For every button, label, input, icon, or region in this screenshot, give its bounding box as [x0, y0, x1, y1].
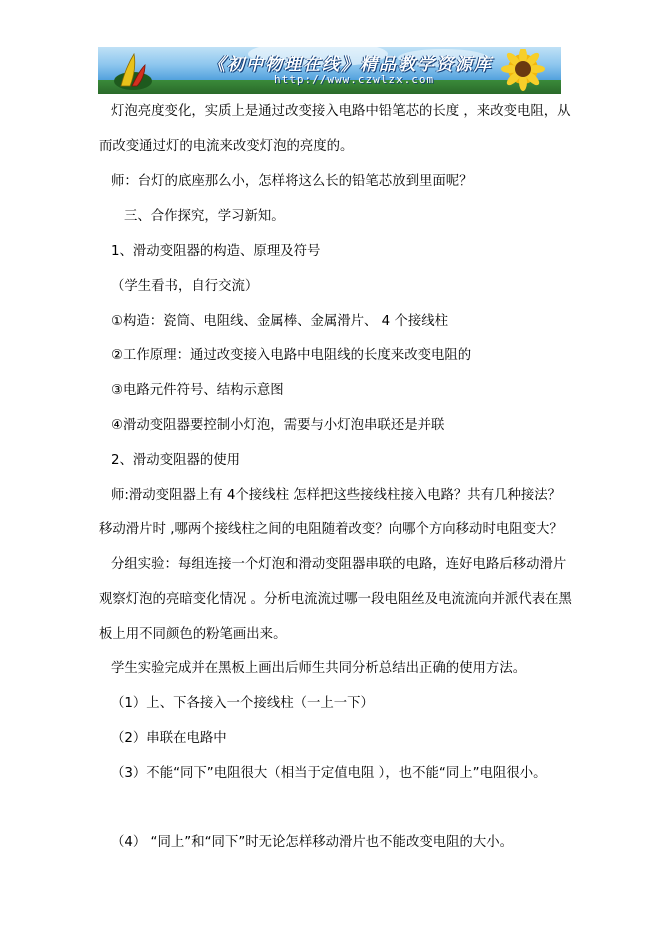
list-item: ②工作原理：通过改变接入电路中电阻线的长度来改变电阻的 [111, 348, 472, 363]
list-item: （4） “同上”和“同下”时无论怎样移动滑片也不能改变电阻的大小。 [111, 835, 514, 850]
paragraph-line: 灯泡亮度变化，实质上是通过改变接入电路中铅笔芯的长度 ，来改变电阻，从 [111, 104, 571, 119]
paragraph-line: （学生看书，自行交流） [111, 279, 259, 294]
paragraph-line: 学生实验完成并在黑板上画出后师生共同分析总结出正确的使用方法。 [111, 661, 527, 676]
paragraph-line: 而改变通过灯的电流来改变灯泡的亮度的。 [99, 139, 354, 154]
subsection-heading: 1、滑动变阻器的构造、原理及符号 [111, 244, 321, 259]
list-item: ③电路元件符号、结构示意图 [111, 383, 284, 398]
paragraph-line: 师：台灯的底座那么小，怎样将这么长的铅笔芯放到里面呢？ [111, 174, 473, 189]
subsection-heading: 2、滑动变阻器的使用 [111, 453, 241, 468]
list-item: ①构造：瓷筒、电阻线、金属棒、金属滑片、 4 个接线柱 [111, 314, 449, 329]
list-item: （1）上、下各接入一个接线柱（一上一下） [111, 696, 374, 711]
list-item: ④滑动变阻器要控制小灯泡，需要与小灯泡串联还是并联 [111, 418, 445, 433]
section-heading: 三、合作探究，学习新知。 [124, 209, 285, 224]
header-banner [98, 47, 561, 94]
paragraph-line: 观察灯泡的亮暗变化情况 。分析电流流过哪一段电阻丝及电流流向并派代表在黑 [99, 592, 572, 607]
list-item: （3）不能“同下”电阻很大（相当于定值电阻 ），也不能“同上”电阻很小。 [111, 766, 547, 781]
paragraph-line: 分组实验：每组连接一个灯泡和滑动变阻器串联的电路，连好电路后移动滑片 [111, 557, 567, 572]
banner-url: http://www.czwlzx.com [274, 73, 435, 86]
paragraph-line: 移动滑片时 ,哪两个接线柱之间的电阻随着改变？向哪个方向移动时电阻变大？ [99, 522, 563, 537]
paragraph-line: 板上用不同颜色的粉笔画出来。 [99, 627, 287, 642]
banner-title: 《初中物理在线》精品教学资源库 [208, 55, 493, 75]
list-item: （2）串联在电路中 [111, 731, 227, 746]
sunflower-icon [493, 49, 553, 94]
site-logo-icon [112, 50, 154, 92]
paragraph-line: 师:滑动变阻器上有 4个接线柱 怎样把这些接线柱接入电路？共有几种接法？ [111, 488, 562, 503]
